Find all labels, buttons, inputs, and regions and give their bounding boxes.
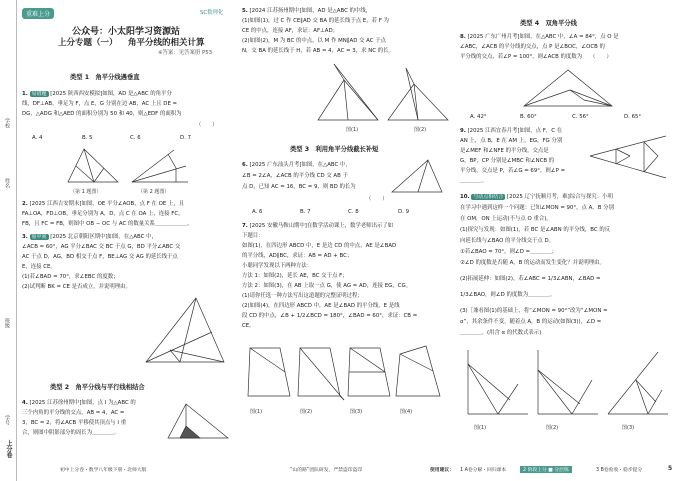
- q10-line9: 1/3∠BAO，则∠D 的度数为＿＿＿＿。: [460, 292, 556, 298]
- q7-line1: 7. [2025 安徽马鞍山期中]在数学活动课上，数学老师出示了如: [242, 223, 394, 229]
- q5-line3: CE 的中点，连接 AF，求证：AF⊥AD；: [242, 28, 339, 34]
- q3-sub2: (2)试判断 BK = CE 是否成立，并说明理由。: [22, 284, 131, 290]
- page-number: 5: [668, 465, 673, 472]
- q4-line3: 3，BC = 2，将∠ACB 平移使其顶点与 I 重: [22, 420, 127, 426]
- q3-line3: AC 于点 D，AG，BD 相交于点 F，BE⊥AG 交 AG 的延长线于点: [22, 254, 178, 260]
- side-label-school: 学校: [4, 118, 10, 128]
- q9-line4: G，BP，CP 分别是∠MBC 和∠NCB 的: [460, 158, 555, 164]
- q1-tag: 易错题: [31, 91, 47, 97]
- q10-figures: [462, 344, 674, 420]
- q7-line11: CE。: [242, 323, 255, 329]
- answer-ref: ※答案：见答案册 P53: [158, 50, 213, 56]
- q10-line1: 10. 与动点相结合 [2025 辽宁抚顺月考，难]综合与探究：小明: [460, 194, 613, 200]
- page-code: SC数理化: [200, 10, 224, 16]
- q8-line1: 8. [2025 广东广州月考]如图，在△ABC 中，∠A = 84°，点 O 是: [460, 34, 619, 40]
- side-label-name: 姓名: [4, 178, 10, 188]
- q4-line2: 三个内角的平分线的交点，AB = 4，AC =: [22, 410, 125, 416]
- q4-line4: 合，则图中阴影部分的周长为＿＿＿＿。: [22, 430, 120, 436]
- q2-fig-caption: （第 2 题图）: [138, 189, 170, 195]
- q6-figure: [388, 156, 446, 196]
- q8-line2: ∠ABC，∠ACB 的平分线的交点，点 P 是∠BOC，∠OCB 的: [460, 44, 605, 50]
- q6-opt-b: B. 7: [300, 209, 311, 215]
- side-label-class: 班级: [4, 318, 10, 328]
- q1-figure: [64, 146, 124, 188]
- q5-line5: N，交 BA 的延长线于 H，若 AB = 4，AC = 3，求 NC 的长。: [242, 48, 394, 54]
- side-label-student-no: 学号: [4, 415, 10, 425]
- q9-line2: AN 上，点 B，E 在 AM 上，EG，FG 分别: [460, 138, 563, 144]
- q6-opt-a: A. 6: [252, 209, 263, 215]
- q5-line4: (2)如图(2)，M 为 BC 的中点，以 M 作 MN∥AD 交 AC 于点: [242, 38, 387, 44]
- q1-opt-c: C. 6: [130, 135, 141, 141]
- q1-line1: 1. 易错题 [2025 陕西西安模拟]如图，AD 是△ABC 的角平分: [22, 91, 172, 97]
- q3-line4: E，连接 CE。: [22, 264, 56, 270]
- footer-left: 初中上分卷・数学八年级下册・北师大版: [60, 468, 147, 473]
- q3-sub1: (1)若∠BAD = 70°，求∠EBC 的度数；: [22, 274, 119, 280]
- q7-fig-caption-4: 图(4): [400, 409, 413, 415]
- q5-line2: (1)如图(1)，过 C 作 CE∥AD 交 BA 的延长线于点 E，若 F 为: [242, 18, 389, 24]
- side-label-upper: 上分卷: [5, 440, 12, 458]
- q3-figure: [140, 292, 230, 372]
- type2-heading: 类型 2 角平分线与平行线相结合: [50, 384, 145, 391]
- q2-line2: FA⊥OA，FD⊥OB，垂足分别为 A，D，点 C 在 OA 上，连接 FC，: [22, 211, 184, 217]
- q7-line7: 方法 2：如图(3)，在 AB 上取一点 G，使 AG = AD，连接 EG，CG。: [242, 283, 412, 289]
- type3-heading: 类型 3 利用角平分线截长补短: [290, 146, 379, 153]
- footer-step2: 2 阶段上分 ■ 分层练: [520, 466, 572, 473]
- q6-line1: 6. [2025 广东汕头月考]如图，在△ABC 中，: [242, 162, 351, 168]
- footer-step3: 3 B卷验收・稳步提分: [596, 468, 643, 473]
- q9-line3: 是∠MEF 和∠NFE 的平分线，交点是: [460, 148, 549, 154]
- q10-fig-caption-1: 图(1): [474, 425, 487, 431]
- binding-sidebar: [0, 0, 17, 481]
- q8-opt-d: D. 65°: [624, 114, 642, 120]
- q10-line3: 在 OM，ON 上运动(不与点 O 重合)。: [460, 216, 552, 222]
- q5-figure-2: [384, 60, 454, 124]
- type1-heading: 类型 1 角平分线遇垂直: [70, 74, 140, 81]
- q8-opt-c: C. 56°: [572, 114, 589, 120]
- q10-line7: ②∠D 的度数是否随 A，B 的运动而发生变化？并说明理由。: [460, 260, 605, 266]
- q9-line1: 9. [2025 江西宜春月考]如图，点 F，C 在: [460, 128, 563, 134]
- q7-line4: 的平分线，AD∥BC，求证：AB = AD + BC；: [242, 253, 353, 259]
- q6-opt-c: C. 8: [348, 209, 359, 215]
- q10-line10: (3)［兼看图(1)的基础上，将“∠MON = 90°”改为“∠MON =: [460, 308, 608, 314]
- q4-figure: [166, 400, 232, 442]
- q1-line2: 线，DF⊥AB，垂足为 F，点 E，G 分别在边 AB，AC 上且 DE =: [22, 101, 178, 107]
- q10-fig-caption-3: 图(3): [622, 425, 635, 431]
- q10-line8: (2)拓展延伸：如图(2)，若∠ABC = 1/3∠ABN，∠BAD =: [460, 276, 601, 282]
- q8-line3: 平分线的交点，若∠P = 100°，则∠ACB 的度数为 （ ）: [460, 54, 612, 60]
- q5-fig2-caption: 图(2): [414, 127, 427, 133]
- q7-line2: 下题目：: [242, 233, 264, 239]
- footer-use: 使用建议：: [430, 468, 454, 473]
- header-badge: 重难上分: [22, 8, 54, 19]
- footer-step1: 1 A卷分解・回归课本: [460, 468, 507, 473]
- q1-opt-d: D. 7: [180, 135, 192, 141]
- q9-line5: 平分线，交点是 P，若∠G = 69°，则∠P =: [460, 168, 566, 174]
- watermark-title: 公众号：小太阳学习资源站: [72, 27, 181, 37]
- q9-figure: [586, 128, 670, 184]
- q10-line5: 向延长线与∠BAO 的平分线交于点 D。: [460, 238, 555, 244]
- q7-fig-caption-1: 图(1): [250, 409, 263, 415]
- q10-fig-caption-2: 图(2): [546, 425, 559, 431]
- q6-line3: 点 D，已知 AC = 16，BC = 9，则 BD 的长为: [242, 184, 356, 190]
- q5-fig1-caption: 图(1): [346, 127, 359, 133]
- topic-title-a: 上分专题（一）: [58, 38, 118, 48]
- q7-line8: (1)请你任选一种方法写出这道题的完整证明过程；: [242, 293, 363, 299]
- q7-line6: 方法 1：如图(2)，延长 AE，BC 交于点 F；: [242, 273, 348, 279]
- q8-figure: [520, 66, 616, 110]
- q6-opt-d: D. 9: [398, 209, 410, 215]
- q7-fig-caption-3: 图(3): [350, 409, 363, 415]
- type4-heading: 类型 4 双角平分线: [520, 20, 577, 27]
- q3-tag: 重中间: [31, 234, 47, 240]
- q7-line9: (2)如图(4)，在四边形 ABCD 中，AE 是∠BAD 的平分线，E 是线: [242, 303, 400, 309]
- q3-line2: ∠ACB = 60°，AG 平分∠BAC 交 BC 于点 G，BD 平分∠ABC 交: [22, 244, 181, 250]
- q7-line10: 段 CD 的中点，∠B + 1/2∠BCD = 180°，∠BAD = 60°，求证：CB =: [242, 313, 418, 319]
- q10-line12: ＿＿＿＿。(用含 α 的代数式表示): [460, 330, 542, 336]
- q3-line1: 3. 重中间 [2025 北京朝阳区期中]如图，在△ABC 中，: [22, 234, 157, 240]
- q1-opt-a: A. 4: [32, 135, 43, 141]
- q7-figures: [244, 340, 444, 404]
- q7-line5: 小聪同学发现以下两种方法：: [242, 263, 313, 269]
- q6-paren: （ ）: [366, 196, 388, 202]
- q7-fig-caption-2: 图(2): [300, 409, 313, 415]
- q1-line3: DG，△ADG 和△AED 的面积分别为 50 和 40，则△EDF 的面积为: [22, 111, 182, 117]
- q7-line3: 如图(1)，在四边形 ABCD 中，E 是边 CD 的中点，AE 是∠BAD: [242, 243, 397, 249]
- footer-mid: “山的路”团队研发，严禁盗印盗印: [290, 468, 363, 473]
- q2-line1: 2. [2025 江西吉安期末]如图，OE 平分∠AOB，点 F 在 OE 上，且: [22, 201, 185, 207]
- q8-opt-b: B. 60°: [520, 114, 537, 120]
- q10-line4: (1)探究与发现：如图(1)，若 BC 是∠ABN 的平分线，BC 的反: [460, 227, 611, 233]
- q1-paren: （ ）: [196, 122, 218, 128]
- q10-tag: 与动点相结合: [473, 194, 504, 200]
- q2-line3: FB，且 FC = FB，则图中 OB − OC 与 AC 的数量关系＿＿＿＿＿＿。: [22, 221, 193, 227]
- q2-figure: [128, 146, 192, 188]
- q5-line1: 5. [2024 江苏扬州期中]如图，AD 是△ABC 的中线，: [242, 8, 372, 14]
- topic-title-b: 角平分线的相关计算: [128, 38, 205, 48]
- q6-line2: ∠B = 2∠A，∠ACB 的平分线 CD 交 AB 于: [242, 173, 348, 179]
- q9-line6: ＿＿＿＿。: [460, 178, 487, 184]
- q1-fig-caption: （第 1 题图）: [70, 189, 102, 195]
- q4-line1: 4. [2025 江苏徐州期中]如图，点 I 为△ABC 的: [22, 400, 136, 406]
- q10-line11: α”，其余条件不变，随着点 A，B 的运动(如图(3))，∠D =: [460, 319, 602, 325]
- q8-opt-a: A. 42°: [470, 114, 487, 120]
- q5-figure-1: [314, 60, 384, 124]
- q10-line2: 在学习中遇到这样一个问题：已知∠MON = 90°，点 A，B 分别: [460, 205, 614, 211]
- q1-opt-b: B. 5: [82, 135, 93, 141]
- q10-line6: ①若∠BAO = 70°，则∠D =＿＿＿＿；: [460, 249, 558, 255]
